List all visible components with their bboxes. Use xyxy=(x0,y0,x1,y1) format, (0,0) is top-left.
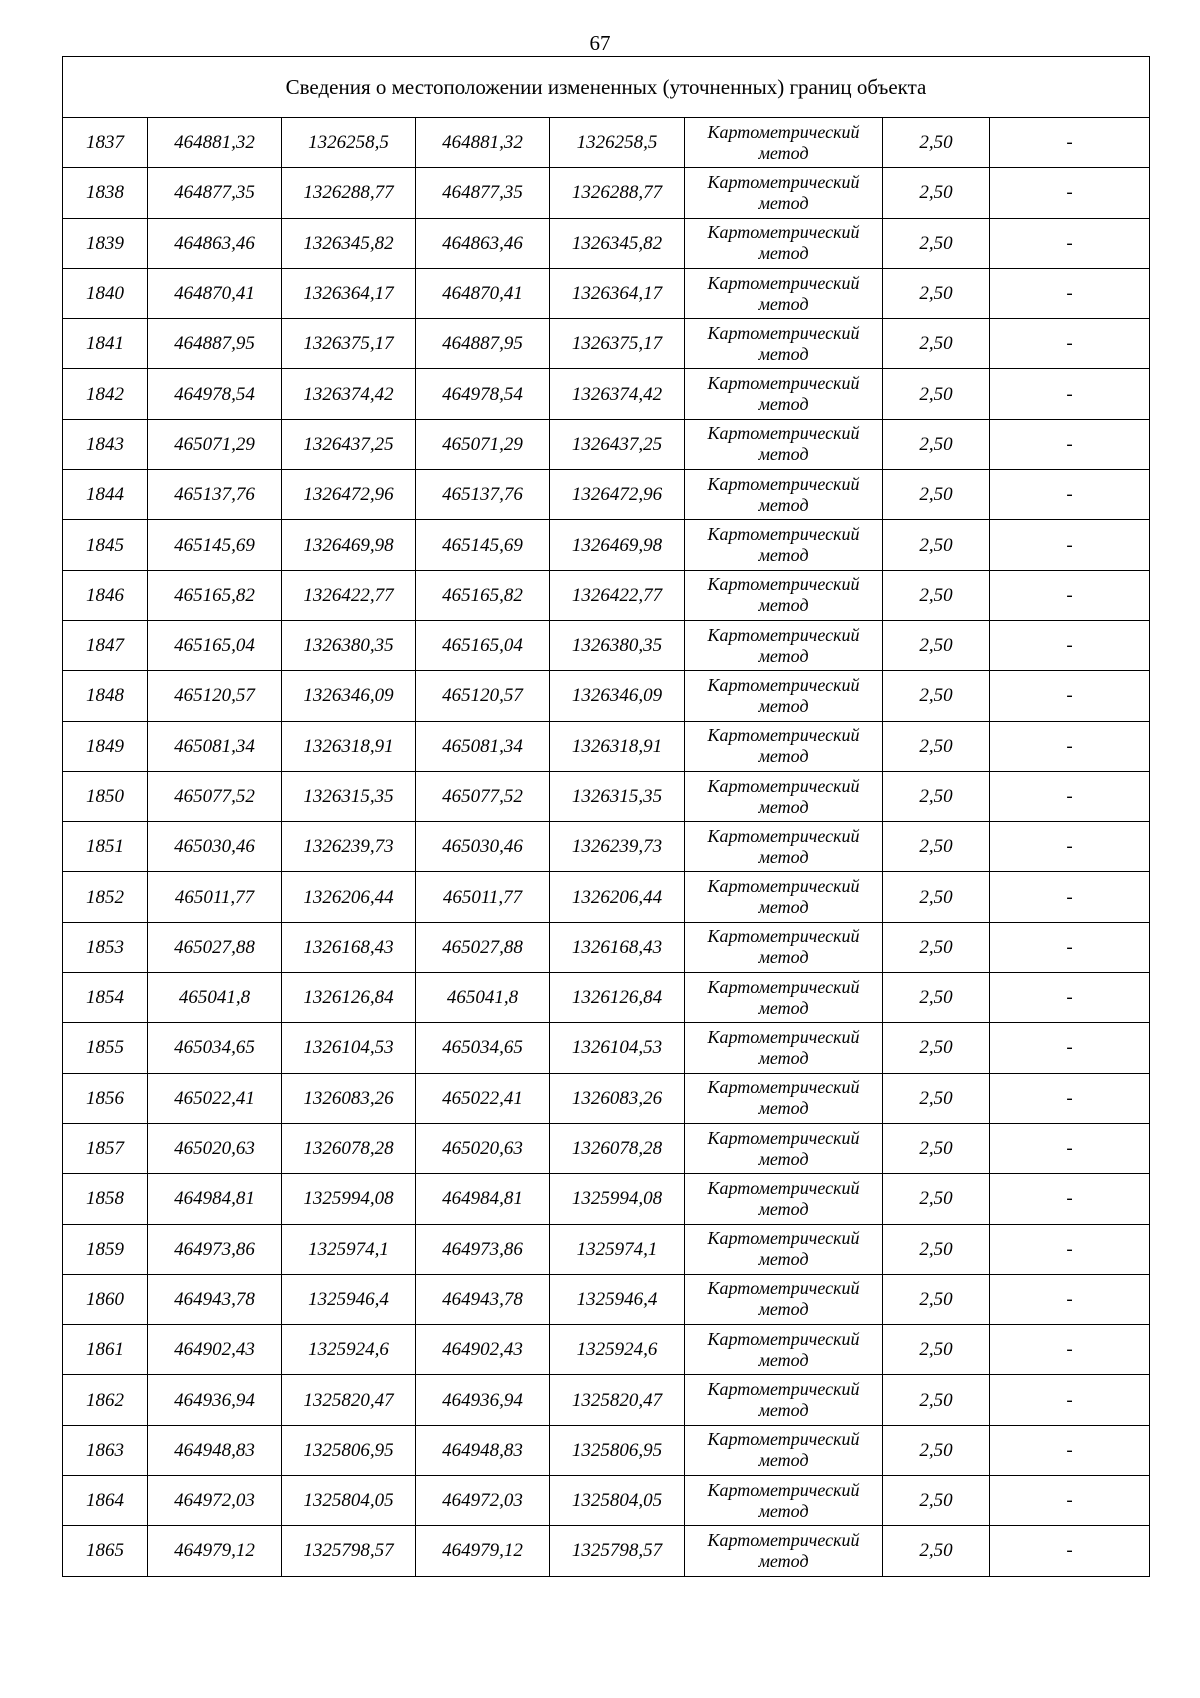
refined-x-cell: 464870,41 xyxy=(416,268,550,318)
existing-x-cell: 464877,35 xyxy=(148,168,282,218)
method-cell xyxy=(685,118,883,168)
table-row xyxy=(63,520,1150,570)
method-text: Картометрический метод xyxy=(707,876,860,918)
table-caption: Сведения о местоположении измененных (уточненных) границ объекта xyxy=(63,57,1150,118)
refined-x-cell: 465041,8 xyxy=(416,973,550,1023)
refined-x-cell: 464979,12 xyxy=(416,1526,550,1576)
accuracy-cell: 2,50 xyxy=(883,218,990,268)
refined-y-cell: 1326083,26 xyxy=(550,1073,685,1123)
method-cell xyxy=(685,1526,883,1576)
table-row xyxy=(63,118,1150,168)
accuracy-cell: 2,50 xyxy=(883,1425,990,1475)
table-row xyxy=(63,671,1150,721)
description-cell: - xyxy=(990,1526,1150,1576)
table-body xyxy=(63,57,1150,1577)
refined-x-cell: 464902,43 xyxy=(416,1325,550,1375)
existing-x-cell: 465030,46 xyxy=(148,822,282,872)
method-text: Картометрический метод xyxy=(707,624,860,666)
existing-x-cell: 465165,82 xyxy=(148,570,282,620)
method-cell xyxy=(685,1325,883,1375)
method-text: Картометрический метод xyxy=(707,524,860,566)
method-cell xyxy=(685,771,883,821)
accuracy-cell: 2,50 xyxy=(883,1023,990,1073)
method-cell xyxy=(685,268,883,318)
accuracy-cell: 2,50 xyxy=(883,872,990,922)
accuracy-cell: 2,50 xyxy=(883,922,990,972)
point-number-cell: 1841 xyxy=(63,319,148,369)
refined-y-cell: 1325804,05 xyxy=(550,1476,685,1526)
description-cell: - xyxy=(990,822,1150,872)
existing-y-cell: 1326083,26 xyxy=(282,1073,416,1123)
method-cell xyxy=(685,620,883,670)
method-text: Картометрический метод xyxy=(707,1479,860,1521)
description-cell: - xyxy=(990,520,1150,570)
existing-x-cell: 464979,12 xyxy=(148,1526,282,1576)
refined-x-cell: 464984,81 xyxy=(416,1174,550,1224)
boundary-coordinates-table xyxy=(62,56,1150,1577)
method-text: Картометрический метод xyxy=(707,976,860,1018)
method-text: Картометрический метод xyxy=(707,775,860,817)
method-cell xyxy=(685,1375,883,1425)
existing-x-cell: 465041,8 xyxy=(148,973,282,1023)
description-cell: - xyxy=(990,1123,1150,1173)
description-cell: - xyxy=(990,872,1150,922)
refined-y-cell: 1326104,53 xyxy=(550,1023,685,1073)
point-number-cell: 1850 xyxy=(63,771,148,821)
description-cell: - xyxy=(990,570,1150,620)
table-row xyxy=(63,1274,1150,1324)
refined-y-cell: 1325798,57 xyxy=(550,1526,685,1576)
description-cell: - xyxy=(990,1224,1150,1274)
existing-x-cell: 465011,77 xyxy=(148,872,282,922)
refined-x-cell: 464973,86 xyxy=(416,1224,550,1274)
refined-x-cell: 465120,57 xyxy=(416,671,550,721)
refined-x-cell: 464877,35 xyxy=(416,168,550,218)
refined-y-cell: 1326469,98 xyxy=(550,520,685,570)
page-number: 67 xyxy=(589,31,611,55)
existing-y-cell: 1326374,42 xyxy=(282,369,416,419)
point-number-cell: 1864 xyxy=(63,1476,148,1526)
refined-x-cell: 464943,78 xyxy=(416,1274,550,1324)
accuracy-cell: 2,50 xyxy=(883,118,990,168)
method-cell xyxy=(685,1274,883,1324)
point-number-cell: 1851 xyxy=(63,822,148,872)
point-number-cell: 1837 xyxy=(63,118,148,168)
table-row xyxy=(63,1476,1150,1526)
method-cell xyxy=(685,721,883,771)
method-text: Картометрический метод xyxy=(707,825,860,867)
table-row xyxy=(63,1023,1150,1073)
refined-y-cell: 1326437,25 xyxy=(550,419,685,469)
description-cell: - xyxy=(990,1174,1150,1224)
description-cell: - xyxy=(990,671,1150,721)
refined-y-cell: 1326346,09 xyxy=(550,671,685,721)
table-row xyxy=(63,218,1150,268)
accuracy-cell: 2,50 xyxy=(883,721,990,771)
existing-x-cell: 465081,34 xyxy=(148,721,282,771)
existing-y-cell: 1326380,35 xyxy=(282,620,416,670)
table-row xyxy=(63,1425,1150,1475)
description-cell: - xyxy=(990,470,1150,520)
existing-x-cell: 465034,65 xyxy=(148,1023,282,1073)
existing-x-cell: 464863,46 xyxy=(148,218,282,268)
method-text: Картометрический метод xyxy=(707,1328,860,1370)
accuracy-cell: 2,50 xyxy=(883,1375,990,1425)
point-number-cell: 1846 xyxy=(63,570,148,620)
method-cell xyxy=(685,369,883,419)
point-number-cell: 1842 xyxy=(63,369,148,419)
existing-y-cell: 1325798,57 xyxy=(282,1526,416,1576)
refined-y-cell: 1326258,5 xyxy=(550,118,685,168)
refined-x-cell: 465077,52 xyxy=(416,771,550,821)
table-row xyxy=(63,168,1150,218)
point-number-cell: 1863 xyxy=(63,1425,148,1475)
point-number-cell: 1859 xyxy=(63,1224,148,1274)
description-cell: - xyxy=(990,922,1150,972)
point-number-cell: 1857 xyxy=(63,1123,148,1173)
refined-y-cell: 1326206,44 xyxy=(550,872,685,922)
refined-y-cell: 1326078,28 xyxy=(550,1123,685,1173)
refined-x-cell: 465020,63 xyxy=(416,1123,550,1173)
point-number-cell: 1858 xyxy=(63,1174,148,1224)
method-cell xyxy=(685,520,883,570)
description-cell: - xyxy=(990,973,1150,1023)
point-number-cell: 1849 xyxy=(63,721,148,771)
accuracy-cell: 2,50 xyxy=(883,1073,990,1123)
refined-x-cell: 465027,88 xyxy=(416,922,550,972)
refined-x-cell: 464881,32 xyxy=(416,118,550,168)
table-row xyxy=(63,1325,1150,1375)
method-text: Картометрический метод xyxy=(707,1077,860,1119)
refined-x-cell: 464887,95 xyxy=(416,319,550,369)
accuracy-cell: 2,50 xyxy=(883,671,990,721)
refined-y-cell: 1325924,6 xyxy=(550,1325,685,1375)
description-cell: - xyxy=(990,1023,1150,1073)
existing-y-cell: 1326206,44 xyxy=(282,872,416,922)
existing-x-cell: 464978,54 xyxy=(148,369,282,419)
method-cell xyxy=(685,168,883,218)
refined-x-cell: 465145,69 xyxy=(416,520,550,570)
description-cell: - xyxy=(990,118,1150,168)
accuracy-cell: 2,50 xyxy=(883,268,990,318)
method-cell xyxy=(685,419,883,469)
existing-y-cell: 1325924,6 xyxy=(282,1325,416,1375)
table-row xyxy=(63,922,1150,972)
method-text: Картометрический метод xyxy=(707,674,860,716)
point-number-cell: 1839 xyxy=(63,218,148,268)
existing-y-cell: 1325820,47 xyxy=(282,1375,416,1425)
description-cell: - xyxy=(990,369,1150,419)
accuracy-cell: 2,50 xyxy=(883,1526,990,1576)
table-caption-row xyxy=(63,57,1150,118)
table-row xyxy=(63,721,1150,771)
refined-x-cell: 465022,41 xyxy=(416,1073,550,1123)
point-number-cell: 1856 xyxy=(63,1073,148,1123)
existing-y-cell: 1325804,05 xyxy=(282,1476,416,1526)
point-number-cell: 1865 xyxy=(63,1526,148,1576)
method-text: Картометрический метод xyxy=(707,725,860,767)
refined-x-cell: 465071,29 xyxy=(416,419,550,469)
existing-y-cell: 1326318,91 xyxy=(282,721,416,771)
existing-y-cell: 1326364,17 xyxy=(282,268,416,318)
point-number-cell: 1854 xyxy=(63,973,148,1023)
existing-y-cell: 1326422,77 xyxy=(282,570,416,620)
point-number-cell: 1843 xyxy=(63,419,148,469)
refined-x-cell: 464863,46 xyxy=(416,218,550,268)
method-text: Картометрический метод xyxy=(707,926,860,968)
existing-x-cell: 465120,57 xyxy=(148,671,282,721)
existing-y-cell: 1325974,1 xyxy=(282,1224,416,1274)
point-number-cell: 1861 xyxy=(63,1325,148,1375)
existing-x-cell: 464943,78 xyxy=(148,1274,282,1324)
existing-x-cell: 465027,88 xyxy=(148,922,282,972)
existing-y-cell: 1326104,53 xyxy=(282,1023,416,1073)
method-cell xyxy=(685,218,883,268)
description-cell: - xyxy=(990,1073,1150,1123)
refined-y-cell: 1325974,1 xyxy=(550,1224,685,1274)
method-cell xyxy=(685,319,883,369)
table-row xyxy=(63,1375,1150,1425)
existing-y-cell: 1325994,08 xyxy=(282,1174,416,1224)
refined-x-cell: 465165,04 xyxy=(416,620,550,670)
method-cell xyxy=(685,1224,883,1274)
refined-y-cell: 1325806,95 xyxy=(550,1425,685,1475)
table-row xyxy=(63,1123,1150,1173)
description-cell: - xyxy=(990,268,1150,318)
refined-x-cell: 465081,34 xyxy=(416,721,550,771)
method-text: Картометрический метод xyxy=(707,1429,860,1471)
point-number-cell: 1838 xyxy=(63,168,148,218)
existing-y-cell: 1326469,98 xyxy=(282,520,416,570)
refined-y-cell: 1326288,77 xyxy=(550,168,685,218)
existing-y-cell: 1326437,25 xyxy=(282,419,416,469)
method-text: Картометрический метод xyxy=(707,1228,860,1270)
method-cell xyxy=(685,1023,883,1073)
method-text: Картометрический метод xyxy=(707,1529,860,1571)
refined-y-cell: 1326318,91 xyxy=(550,721,685,771)
refined-x-cell: 465165,82 xyxy=(416,570,550,620)
description-cell: - xyxy=(990,168,1150,218)
existing-x-cell: 465022,41 xyxy=(148,1073,282,1123)
existing-x-cell: 465020,63 xyxy=(148,1123,282,1173)
point-number-cell: 1853 xyxy=(63,922,148,972)
existing-y-cell: 1325946,4 xyxy=(282,1274,416,1324)
table-row xyxy=(63,1224,1150,1274)
table-row xyxy=(63,822,1150,872)
refined-y-cell: 1326374,42 xyxy=(550,369,685,419)
point-number-cell: 1844 xyxy=(63,470,148,520)
existing-x-cell: 464948,83 xyxy=(148,1425,282,1475)
refined-y-cell: 1326364,17 xyxy=(550,268,685,318)
point-number-cell: 1840 xyxy=(63,268,148,318)
table-row xyxy=(63,470,1150,520)
refined-x-cell: 465030,46 xyxy=(416,822,550,872)
accuracy-cell: 2,50 xyxy=(883,470,990,520)
existing-x-cell: 464902,43 xyxy=(148,1325,282,1375)
point-number-cell: 1848 xyxy=(63,671,148,721)
refined-y-cell: 1325820,47 xyxy=(550,1375,685,1425)
refined-y-cell: 1326126,84 xyxy=(550,973,685,1023)
accuracy-cell: 2,50 xyxy=(883,1224,990,1274)
description-cell: - xyxy=(990,419,1150,469)
method-cell xyxy=(685,671,883,721)
existing-x-cell: 464936,94 xyxy=(148,1375,282,1425)
existing-y-cell: 1326168,43 xyxy=(282,922,416,972)
existing-x-cell: 465137,76 xyxy=(148,470,282,520)
refined-y-cell: 1326345,82 xyxy=(550,218,685,268)
refined-x-cell: 465011,77 xyxy=(416,872,550,922)
table-row xyxy=(63,620,1150,670)
description-cell: - xyxy=(990,620,1150,670)
existing-y-cell: 1326346,09 xyxy=(282,671,416,721)
table-row xyxy=(63,419,1150,469)
method-cell xyxy=(685,872,883,922)
point-number-cell: 1852 xyxy=(63,872,148,922)
method-cell xyxy=(685,570,883,620)
refined-y-cell: 1326380,35 xyxy=(550,620,685,670)
accuracy-cell: 2,50 xyxy=(883,1325,990,1375)
refined-x-cell: 464936,94 xyxy=(416,1375,550,1425)
refined-y-cell: 1326168,43 xyxy=(550,922,685,972)
method-text: Картометрический метод xyxy=(707,1177,860,1219)
existing-y-cell: 1326472,96 xyxy=(282,470,416,520)
existing-y-cell: 1326345,82 xyxy=(282,218,416,268)
accuracy-cell: 2,50 xyxy=(883,319,990,369)
existing-x-cell: 464984,81 xyxy=(148,1174,282,1224)
accuracy-cell: 2,50 xyxy=(883,1476,990,1526)
method-cell xyxy=(685,822,883,872)
existing-y-cell: 1326288,77 xyxy=(282,168,416,218)
method-cell xyxy=(685,973,883,1023)
method-cell xyxy=(685,1174,883,1224)
method-cell xyxy=(685,1123,883,1173)
existing-x-cell: 465077,52 xyxy=(148,771,282,821)
description-cell: - xyxy=(990,1425,1150,1475)
description-cell: - xyxy=(990,771,1150,821)
existing-x-cell: 464972,03 xyxy=(148,1476,282,1526)
refined-y-cell: 1326422,77 xyxy=(550,570,685,620)
existing-x-cell: 465145,69 xyxy=(148,520,282,570)
method-cell xyxy=(685,1476,883,1526)
table-row xyxy=(63,319,1150,369)
method-text: Картометрический метод xyxy=(707,1379,860,1421)
existing-y-cell: 1326126,84 xyxy=(282,973,416,1023)
refined-x-cell: 465034,65 xyxy=(416,1023,550,1073)
existing-y-cell: 1326078,28 xyxy=(282,1123,416,1173)
existing-x-cell: 464881,32 xyxy=(148,118,282,168)
table-row xyxy=(63,570,1150,620)
accuracy-cell: 2,50 xyxy=(883,168,990,218)
accuracy-cell: 2,50 xyxy=(883,771,990,821)
accuracy-cell: 2,50 xyxy=(883,570,990,620)
table-row xyxy=(63,872,1150,922)
method-text: Картометрический метод xyxy=(707,171,860,213)
point-number-cell: 1862 xyxy=(63,1375,148,1425)
refined-y-cell: 1326472,96 xyxy=(550,470,685,520)
accuracy-cell: 2,50 xyxy=(883,1174,990,1224)
table-row xyxy=(63,973,1150,1023)
accuracy-cell: 2,50 xyxy=(883,822,990,872)
accuracy-cell: 2,50 xyxy=(883,1123,990,1173)
refined-y-cell: 1325994,08 xyxy=(550,1174,685,1224)
description-cell: - xyxy=(990,1274,1150,1324)
refined-y-cell: 1326239,73 xyxy=(550,822,685,872)
existing-x-cell: 464973,86 xyxy=(148,1224,282,1274)
method-text: Картометрический метод xyxy=(707,222,860,264)
method-cell xyxy=(685,1073,883,1123)
method-text: Картометрический метод xyxy=(707,1127,860,1169)
description-cell: - xyxy=(990,319,1150,369)
method-text: Картометрический метод xyxy=(707,1278,860,1320)
existing-y-cell: 1326239,73 xyxy=(282,822,416,872)
description-cell: - xyxy=(990,1476,1150,1526)
existing-y-cell: 1326258,5 xyxy=(282,118,416,168)
point-number-cell: 1845 xyxy=(63,520,148,570)
refined-y-cell: 1325946,4 xyxy=(550,1274,685,1324)
existing-x-cell: 464887,95 xyxy=(148,319,282,369)
method-cell xyxy=(685,1425,883,1475)
point-number-cell: 1847 xyxy=(63,620,148,670)
method-cell xyxy=(685,922,883,972)
method-text: Картометрический метод xyxy=(707,473,860,515)
existing-x-cell: 465071,29 xyxy=(148,419,282,469)
table-row xyxy=(63,369,1150,419)
description-cell: - xyxy=(990,721,1150,771)
accuracy-cell: 2,50 xyxy=(883,419,990,469)
method-text: Картометрический метод xyxy=(707,373,860,415)
point-number-cell: 1855 xyxy=(63,1023,148,1073)
refined-x-cell: 464978,54 xyxy=(416,369,550,419)
method-text: Картометрический метод xyxy=(707,1026,860,1068)
table-row xyxy=(63,268,1150,318)
existing-y-cell: 1325806,95 xyxy=(282,1425,416,1475)
accuracy-cell: 2,50 xyxy=(883,520,990,570)
table-row xyxy=(63,771,1150,821)
table-row xyxy=(63,1073,1150,1123)
description-cell: - xyxy=(990,218,1150,268)
accuracy-cell: 2,50 xyxy=(883,973,990,1023)
refined-x-cell: 464948,83 xyxy=(416,1425,550,1475)
accuracy-cell: 2,50 xyxy=(883,1274,990,1324)
existing-y-cell: 1326375,17 xyxy=(282,319,416,369)
existing-x-cell: 464870,41 xyxy=(148,268,282,318)
method-text: Картометрический метод xyxy=(707,574,860,616)
method-text: Картометрический метод xyxy=(707,322,860,364)
method-text: Картометрический метод xyxy=(707,272,860,314)
refined-x-cell: 465137,76 xyxy=(416,470,550,520)
refined-y-cell: 1326375,17 xyxy=(550,319,685,369)
method-text: Картометрический метод xyxy=(707,423,860,465)
method-text: Картометрический метод xyxy=(707,121,860,163)
refined-y-cell: 1326315,35 xyxy=(550,771,685,821)
table-row xyxy=(63,1174,1150,1224)
table-row xyxy=(63,1526,1150,1576)
existing-x-cell: 465165,04 xyxy=(148,620,282,670)
description-cell: - xyxy=(990,1375,1150,1425)
point-number-cell: 1860 xyxy=(63,1274,148,1324)
accuracy-cell: 2,50 xyxy=(883,369,990,419)
description-cell: - xyxy=(990,1325,1150,1375)
existing-y-cell: 1326315,35 xyxy=(282,771,416,821)
accuracy-cell: 2,50 xyxy=(883,620,990,670)
method-cell xyxy=(685,470,883,520)
refined-x-cell: 464972,03 xyxy=(416,1476,550,1526)
